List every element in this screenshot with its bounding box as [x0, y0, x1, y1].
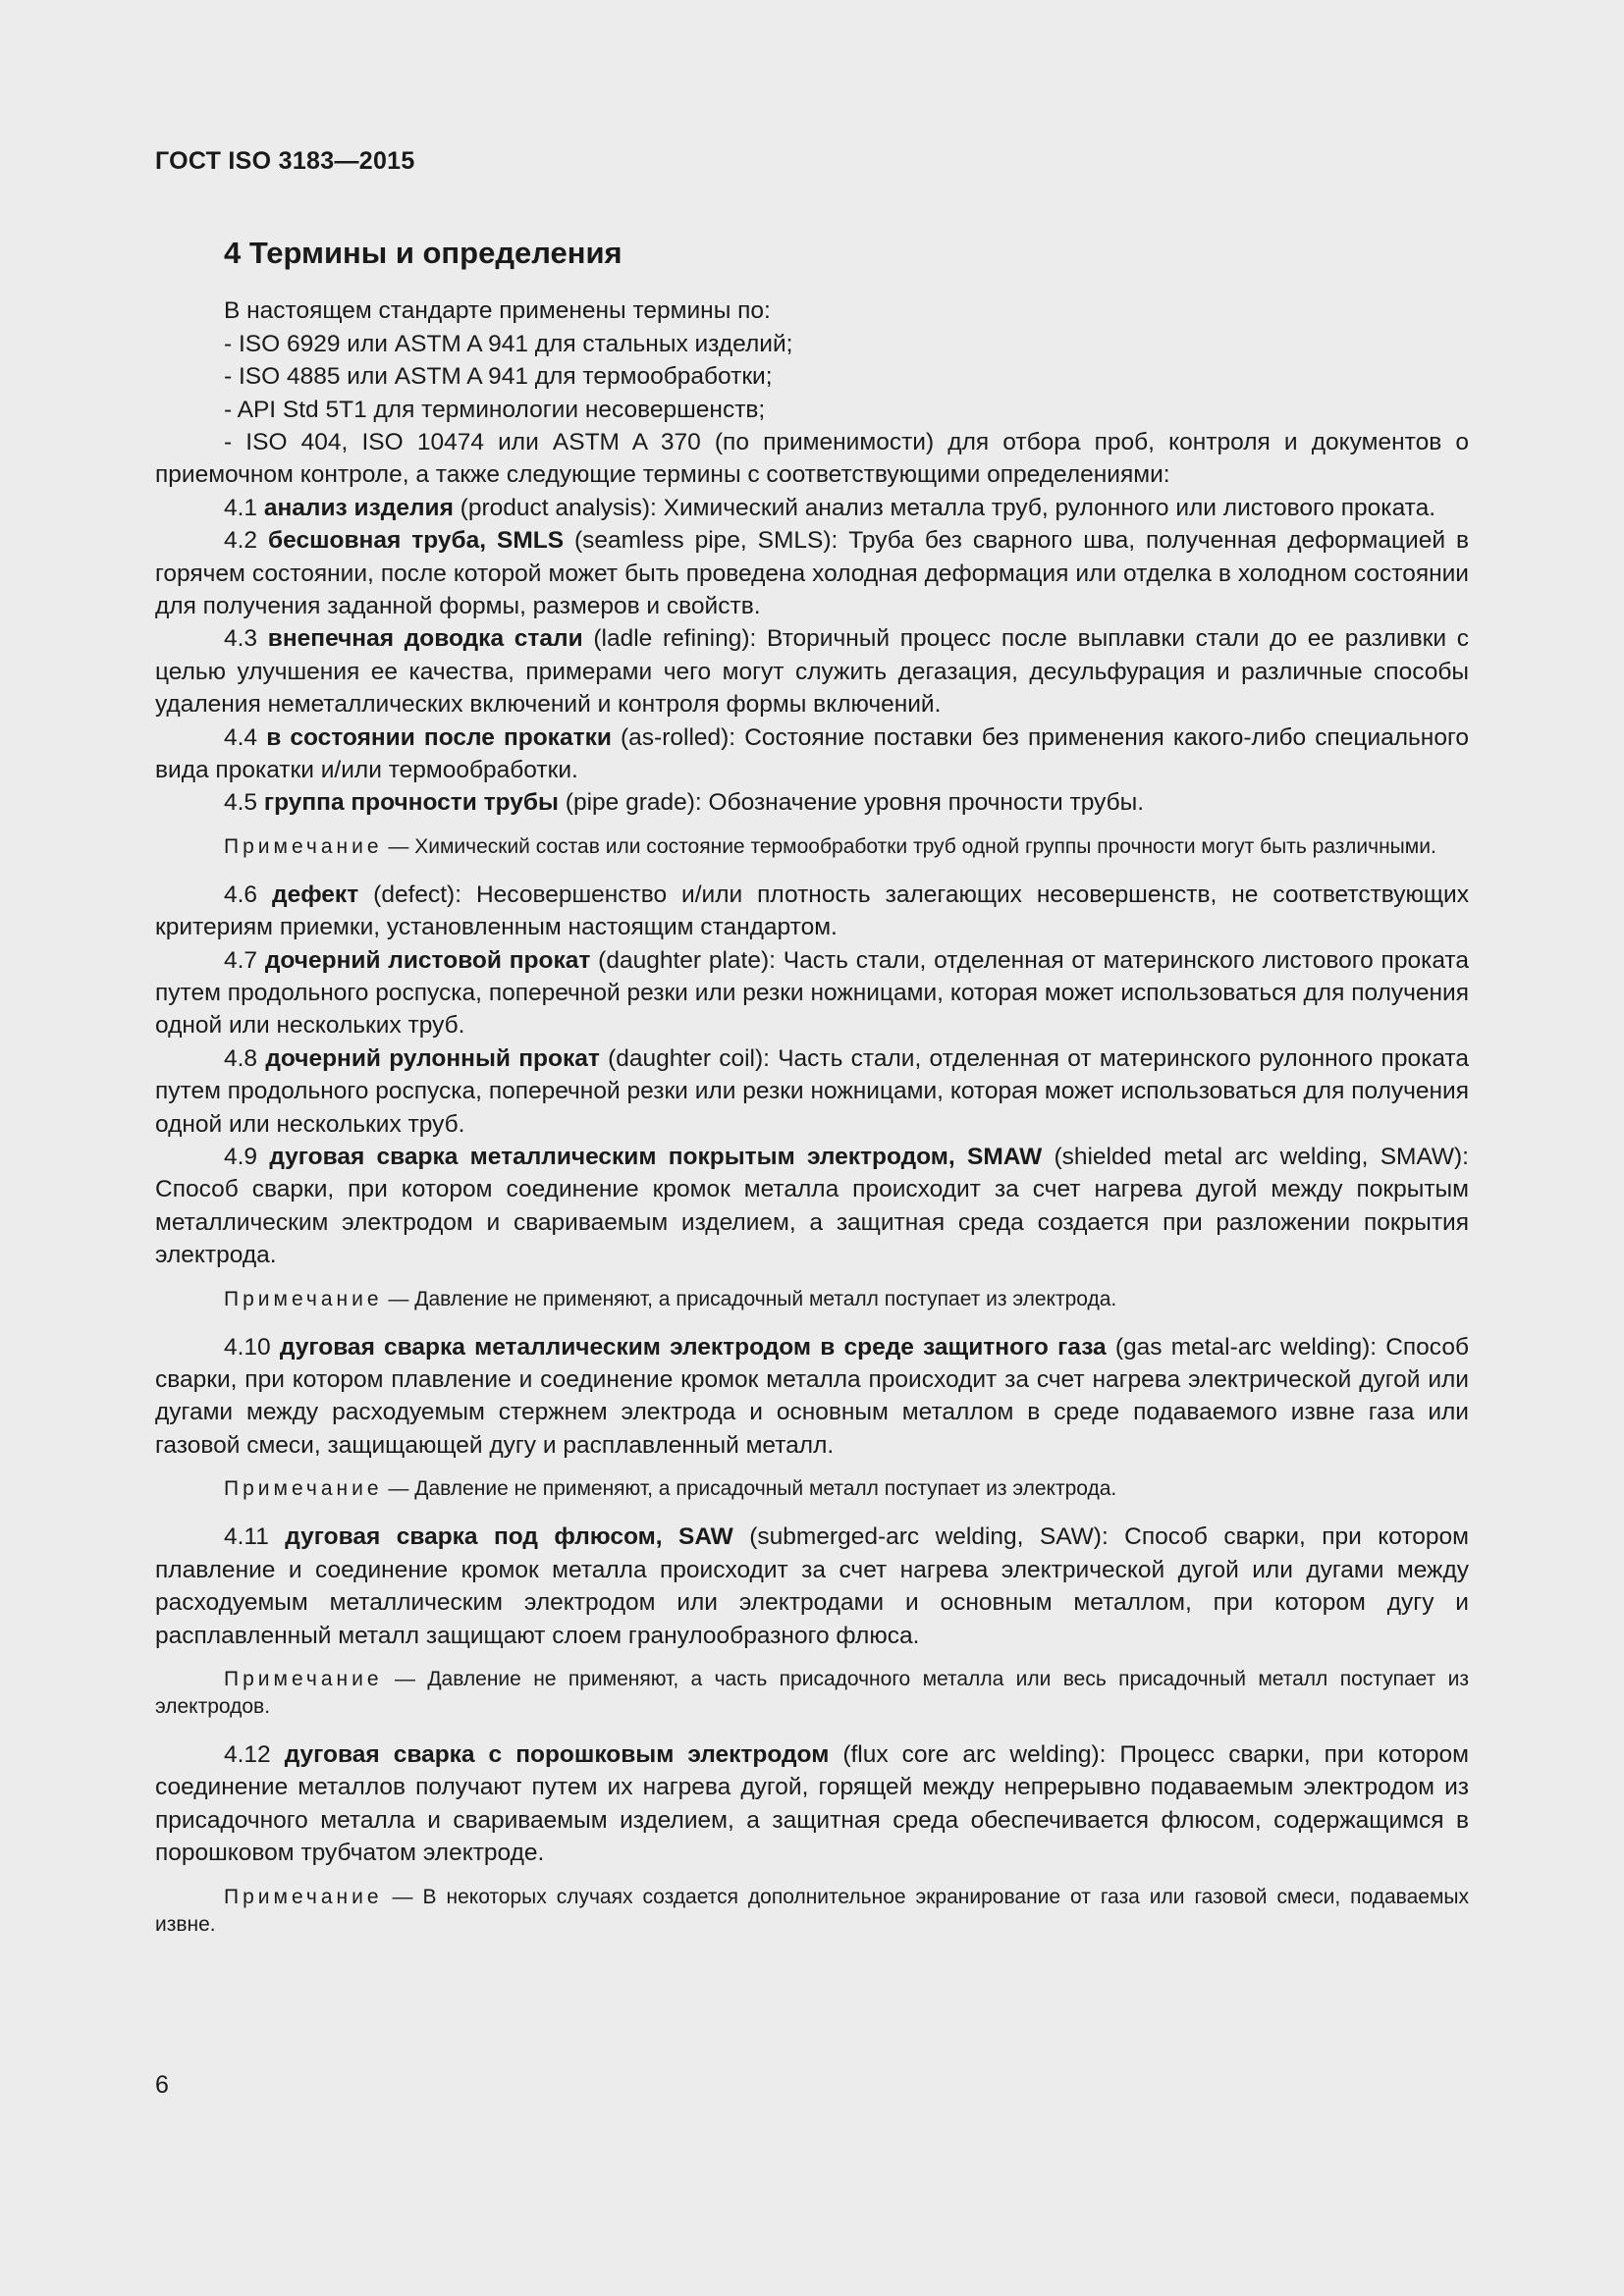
term-paragraph [155, 1141, 1469, 1272]
term-number: 4.5 [224, 789, 264, 817]
term-paragraph [155, 1042, 1469, 1141]
intro-paragraph: В настоящем стандарте применены термины по: [224, 297, 771, 325]
note [155, 1884, 1469, 1939]
term-paragraph [155, 524, 1469, 622]
note [155, 1286, 1469, 1313]
term-definition: (submerged-arc welding, SAW): Способ сварки, при котором плавление и соединение кромок металла происходит за счет нагрева электрической дугой или дугами между расходуемым металлическим электродом или электродами и основным металлом, при котором дугу и расплавленный металл защищают слоем гранулообразного флюса. [155, 1523, 1469, 1649]
note-label: Примечание [224, 1287, 383, 1310]
term-definition: (shielded metal arc welding, SMAW): Способ сварки, при котором соединение кромок металла происходит за счет нагрева дугой между покрытым металлическим электродом и свариваемым изделием, а защитная среда создается при разложении покрытия электрода. [155, 1144, 1469, 1269]
list-item: - ISO 6929 или ASTM A 941 для стальных изделий; [224, 330, 793, 357]
list-item: - API Std 5T1 для терминологии несовершенств; [224, 396, 766, 423]
term-paragraph [155, 786, 1469, 819]
term-paragraph [155, 1521, 1469, 1652]
list-item: - ISO 4885 или ASTM A 941 для термообработки; [224, 363, 773, 391]
note-text: — Давление не применяют, а присадочный металл поступает из электрода. [382, 1477, 1117, 1501]
term-number: 4.8 [224, 1044, 266, 1072]
term-definition: (as-rolled): Состояние поставки без применения какого-либо специального вида прокатки и/или термообработки. [155, 723, 1469, 783]
note-text: — Давление не применяют, а присадочный металл поступает из электрода. [382, 1287, 1117, 1310]
term-definition: (flux core arc welding): Процесс сварки, при котором соединение металлов получают путем их нагрева дугой, горящей между непрерывно подаваемым электродом из присадочного металла и свариваемым изделием, а защитная среда обеспечивается флюсом, содержащимся в порошковом трубчатом электроде. [155, 1740, 1469, 1867]
term-name: дочерний рулонный прокат [265, 1044, 600, 1072]
page-number: 6 [155, 2071, 169, 2099]
term-definition: (seamless pipe, SMLS): Труба без сварного шва, полученная деформацией в горячем состоянии, после которой может быть проведена холодная деформация или отделка в холодном состоянии для получения заданной формы, размеров и свойств. [155, 527, 1469, 619]
term-paragraph [155, 879, 1469, 944]
term-paragraph [155, 721, 1469, 787]
term-number: 4.11 [224, 1523, 286, 1551]
term-number: 4.2 [224, 527, 269, 555]
term-number: 4.1 [224, 494, 264, 521]
note [155, 1475, 1469, 1503]
note-label: Примечание [224, 1667, 383, 1690]
term-number: 4.6 [224, 881, 273, 908]
term-number: 4.10 [224, 1333, 280, 1361]
term-paragraph [155, 622, 1469, 721]
term-number: 4.4 [224, 723, 267, 751]
term-paragraph [155, 944, 1469, 1042]
document-header: ГОСТ ISO 3183—2015 [155, 147, 415, 175]
note [155, 1666, 1469, 1721]
term-name: дуговая сварка металлическим электродом в среде защитного газа [279, 1333, 1107, 1361]
term-definition: (defect): Несовершенство и/или плотность залегающих несовершенств, не соответствующих критериям приемки, установленным настоящим стандартом. [155, 881, 1469, 941]
term-paragraph [155, 1331, 1469, 1463]
term-name: анализ изделия [263, 494, 454, 521]
term-paragraph [155, 1738, 1469, 1870]
term-name: дефект [272, 881, 359, 908]
term-name: бесшовная труба, SMLS [268, 527, 565, 555]
term-name: группа прочности трубы [263, 789, 559, 817]
note-text: — В некоторых случаях создается дополнительное экранирование от газа или газовой смеси, подаваемых извне. [155, 1885, 1469, 1936]
term-name: в состоянии после прокатки [266, 723, 612, 751]
document-body [155, 234, 1469, 1956]
term-number: 4.3 [224, 625, 268, 653]
term-number: 4.7 [224, 946, 265, 974]
list-item: - ISO 404, ISO 10474 или ASTM A 370 (по применимости) для отбора проб, контроля и документов о приемочном контроле, а также следующие термины с соответствующими определениями: [155, 428, 1469, 489]
term-name: внепечная доводка стали [267, 625, 583, 653]
term-paragraph [155, 492, 1469, 524]
note [155, 833, 1469, 861]
term-definition: (pipe grade): Обозначение уровня прочности трубы. [558, 789, 1145, 817]
note-text: — Давление не применяют, а часть присадочного металла или весь присадочный металл поступает из электродов. [155, 1667, 1469, 1718]
note-label: Примечание [224, 834, 383, 858]
term-definition: (product analysis): Химический анализ металла труб, рулонного или листового проката. [453, 494, 1436, 521]
note-label: Примечание [224, 1885, 383, 1908]
term-name: дуговая сварка под флюсом, SAW [285, 1523, 733, 1551]
term-number: 4.9 [224, 1144, 270, 1171]
term-name: дуговая сварка металлическим покрытым электродом, SMAW [269, 1144, 1043, 1171]
term-definition: (gas metal-arc welding): Способ сварки, при котором плавление и соединение кромок металла происходит за счет нагрева электрической дугой или дугами между расходуемым стержнем электрода и основным металлом в среде подаваемого извне газа или газовой смеси, защищающей дугу и расплавленный металл. [155, 1333, 1469, 1459]
section-title: 4 Термины и определения [224, 236, 623, 270]
term-definition: (daughter plate): Часть стали, отделенная от материнского листового проката путем продольного роспуска, поперечной резки или резки ножницами, которая может использоваться для получения одной или нескольких труб. [155, 946, 1469, 1040]
term-name: дочерний листовой прокат [264, 946, 591, 974]
term-name: дуговая сварка с порошковым электродом [284, 1740, 830, 1768]
term-definition: (daughter coil): Часть стали, отделенная от материнского рулонного проката путем продольного роспуска, поперечной резки или резки ножницами, которая может использоваться для получения одной или нескольких труб. [155, 1044, 1469, 1138]
note-label: Примечание [224, 1477, 383, 1501]
term-definition: (ladle refining): Вторичный процесс после выплавки стали до ее разливки с целью улучшения ее качества, примерами чего могут служить дегазация, десульфурация и различные способы удаления неметаллических включений и контроля формы включений. [155, 625, 1469, 719]
term-number: 4.12 [224, 1740, 285, 1768]
note-text: — Химический состав или состояние термообработки труб одной группы прочности могут быть различными. [382, 834, 1436, 858]
